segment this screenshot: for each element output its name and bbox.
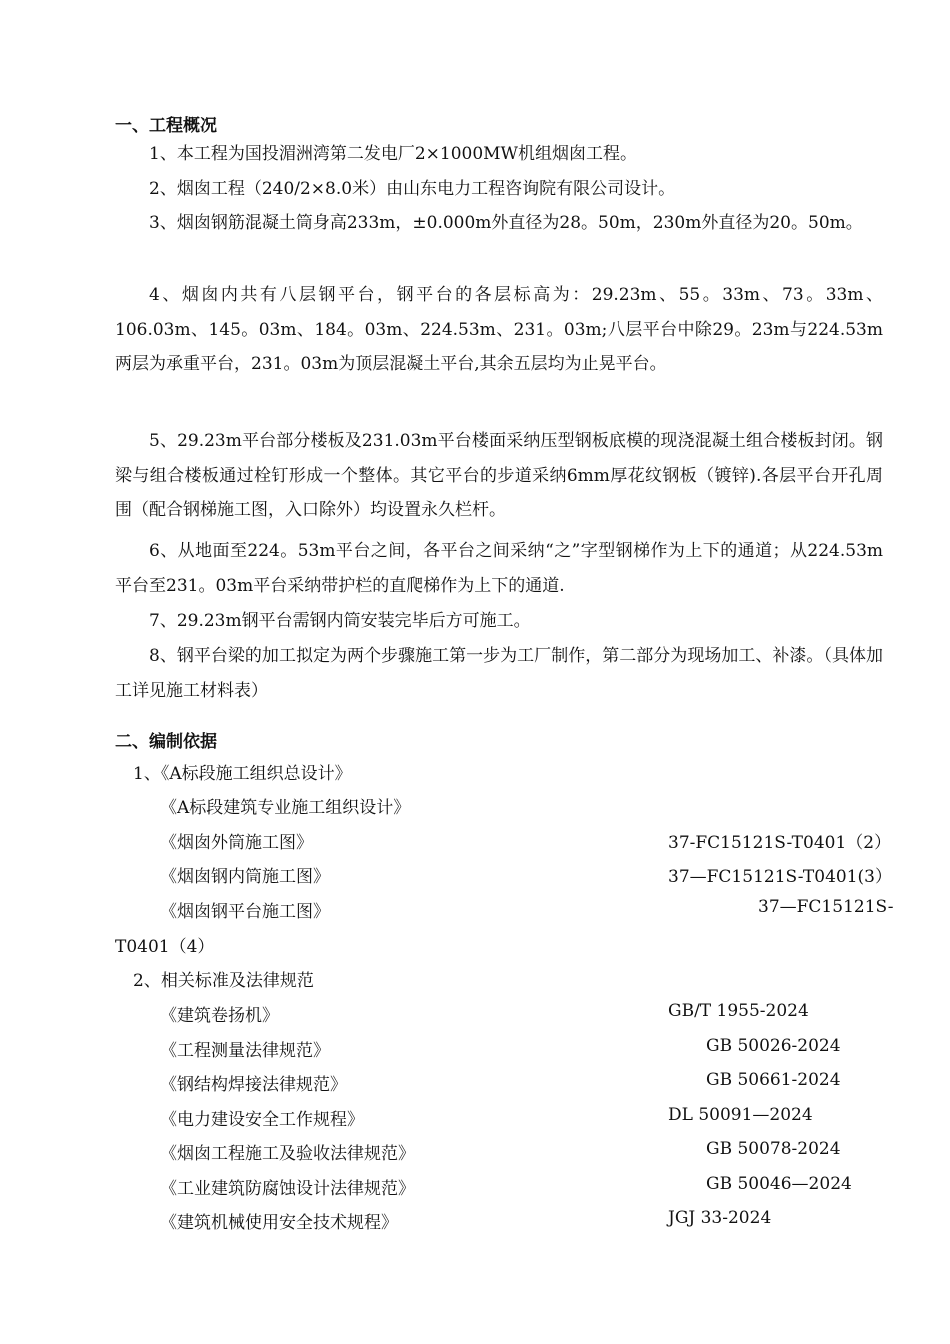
standard-title: 《建筑卷扬机》 <box>160 1006 279 1026</box>
basis-group-2-label: 2、相关标准及法律规范 <box>133 971 314 991</box>
design-doc-title: 《A标段建筑专业施工组织设计》 <box>160 798 411 818</box>
standard-code: GB/T 1955-2024 <box>668 1001 809 1021</box>
section-heading-basis: 二、编制依据 <box>115 732 217 752</box>
standard-title: 《工业建筑防腐蚀设计法律规范》 <box>160 1179 415 1199</box>
overview-item-8: 8、钢平台梁的加工拟定为两个步骤施工第一步为工厂制作，第二部分为现场加工、补漆。（具体加工详见施工材料表） <box>115 646 883 701</box>
standard-title: 《工程测量法律规范》 <box>160 1041 330 1061</box>
design-doc-code: 37—FC15121S-T0401(3） <box>668 867 892 887</box>
design-doc-code: 37-FC15121S-T0401（2） <box>668 833 892 853</box>
overview-item-4: 4、烟囱内共有八层钢平台，钢平台的各层标高为：29.23m、55。33m、73。33m、106.03m、145。03m、184。03m、224.53m、231。03m;八层平台中除29。23m与224.53m两层为承重平台，231。03m为顶层混凝土平台,其余五层均为止晃平台。 <box>115 285 883 375</box>
standard-title: 《建筑机械使用安全技术规程》 <box>160 1213 398 1233</box>
overview-item-3: 3、烟囱钢筋混凝土筒身高233m，±0.000m外直径为28。50m，230m外直径为20。50m。 <box>149 213 863 233</box>
standard-code: DL 50091—2024 <box>668 1105 813 1125</box>
basis-group-1-label: 1、《A标段施工组织总设计》 <box>133 764 352 784</box>
standard-code: GB 50078-2024 <box>706 1139 841 1159</box>
overview-item-1: 1、本工程为国投湄洲湾第二发电厂2×1000MW机组烟囱工程。 <box>149 144 638 164</box>
design-doc-code-wrap: T0401（4） <box>115 937 215 957</box>
standard-title: 《烟囱工程施工及验收法律规范》 <box>160 1144 415 1164</box>
overview-item-2: 2、烟囱工程（240/2×8.0米）由山东电力工程咨询院有限公司设计。 <box>149 179 676 199</box>
overview-item-6: 6、从地面至224。53m平台之间，各平台之间采纳“之”字型钢梯作为上下的通道；从224.53m平台至231。03m平台采纳带护栏的直爬梯作为上下的通道. <box>115 541 883 596</box>
standard-code: GB 50661-2024 <box>706 1070 841 1090</box>
overview-item-5: 5、29.23m平台部分楼板及231.03m平台楼面采纳压型钢板底模的现浇混凝土组合楼板封闭。钢梁与组合楼板通过栓钉形成一个整体。其它平台的步道采纳6mm厚花纹钢板（镀锌).各层平台开孔周围（配合钢梯施工图，入口除外）均设置永久栏杆。 <box>115 431 883 521</box>
standard-title: 《钢结构焊接法律规范》 <box>160 1075 347 1095</box>
standard-code: GB 50046—2024 <box>706 1174 852 1194</box>
standard-code: GB 50026-2024 <box>706 1036 841 1056</box>
design-doc-title: 《烟囱外筒施工图》 <box>160 833 313 853</box>
standard-code: JGJ 33-2024 <box>668 1208 772 1228</box>
design-doc-title: 《烟囱钢平台施工图》 <box>160 902 330 922</box>
design-doc-title: 《烟囱钢内筒施工图》 <box>160 867 330 887</box>
overview-item-7: 7、29.23m钢平台需钢内筒安装完毕后方可施工。 <box>149 611 531 631</box>
standard-title: 《电力建设安全工作规程》 <box>160 1110 364 1130</box>
design-doc-code: 37—FC15121S- <box>758 897 894 917</box>
section-heading-overview: 一、工程概况 <box>115 116 217 136</box>
